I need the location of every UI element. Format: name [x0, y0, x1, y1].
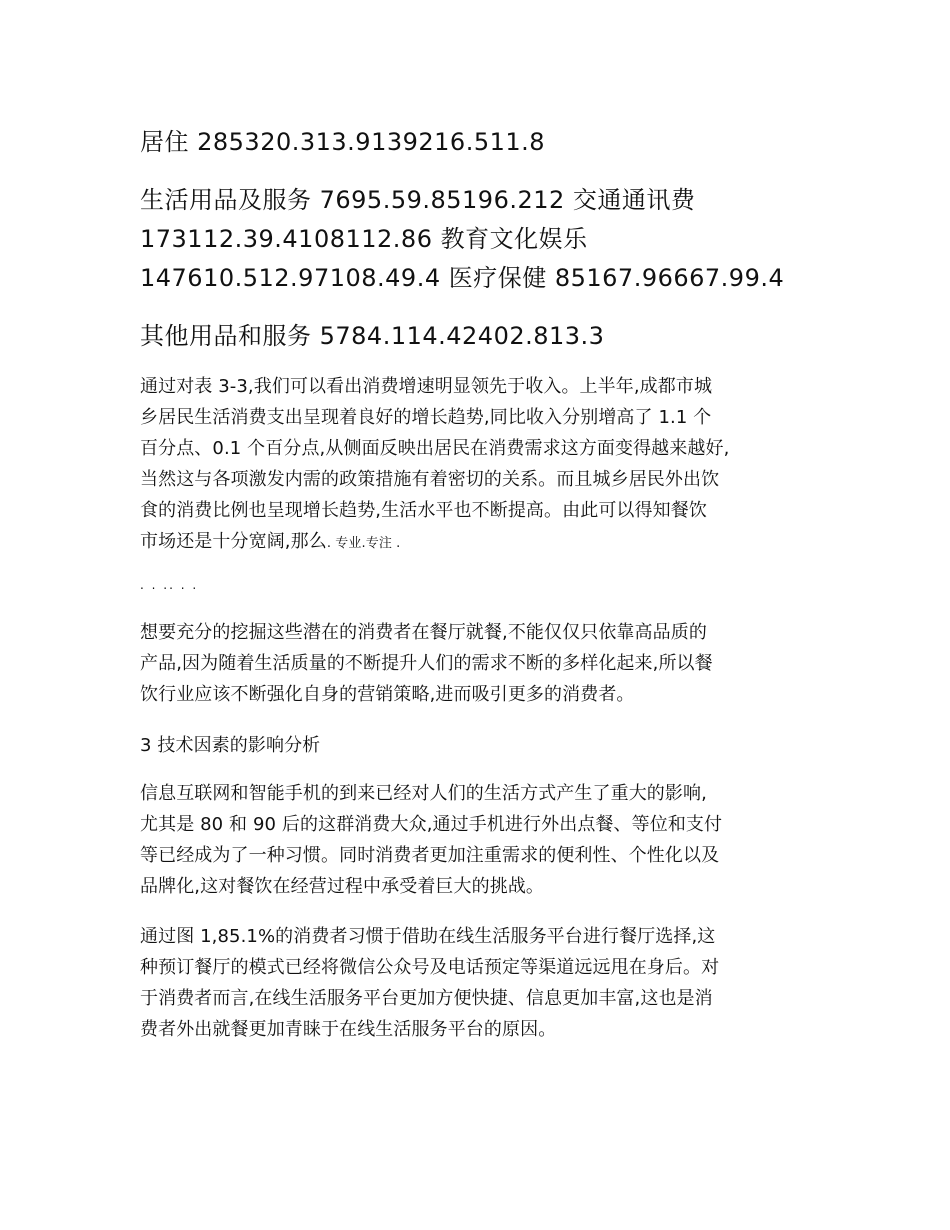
paragraph-line: 信息互联网和智能手机的到来已经对人们的生活方式产生了重大的影响,: [140, 783, 707, 804]
paragraph-line: 尤其是 80 和 90 后的这群消费大众,通过手机进行外出点餐、等位和支付: [140, 814, 723, 835]
paragraph-line-last: [140, 527, 400, 553]
paragraph-line: 品牌化,这对餐饮在经营过程中承受着巨大的挑战。: [140, 876, 545, 897]
paragraph-line: 食的消费比例也呈现增长趋势,生活水平也不断提高。由此可以得知餐饮: [140, 500, 707, 521]
paragraph-line: 等已经成为了一种习惯。同时消费者更加注重需求的便利性、个性化以及: [140, 845, 720, 866]
dots-separator: . . .. . .: [140, 578, 199, 592]
paragraph-line: 费者外出就餐更加青睐于在线生活服务平台的原因。: [140, 1019, 557, 1040]
table-line-other: 其他用品和服务 5784.114.42402.813.3: [140, 322, 605, 350]
watermark-suffix: . 专业.专注 .: [326, 536, 401, 551]
paragraph-line: 产品,因为随着生活质量的不断提升人们的需求不断的多样化起来,所以餐: [140, 653, 713, 674]
paragraph-line: 饮行业应该不断强化自身的营销策略,进而吸引更多的消费者。: [140, 684, 635, 705]
paragraph-line: 当然这与各项激发内需的政策措施有着密切的关系。而且城乡居民外出饮: [140, 469, 720, 490]
paragraph-line: 想要充分的挖掘这些潜在的消费者在餐厅就餐,不能仅仅只依靠高品质的: [140, 622, 707, 643]
paragraph-line: 种预订餐厅的模式已经将微信公众号及电话预定等渠道远远甩在身后。对: [140, 957, 720, 978]
paragraph-line-text: 市场还是十分宽阔,那么: [140, 531, 327, 552]
paragraph-line: 乡居民生活消费支出呈现着良好的增长趋势,同比收入分别增高了 1.1 个: [140, 407, 712, 428]
paragraph-line: 通过图 1,85.1%的消费者习惯于借助在线生活服务平台进行餐厅选择,这: [140, 926, 716, 947]
paragraph-line: 百分点、0.1 个百分点,从侧面反映出居民在消费需求这方面变得越来越好,: [140, 438, 730, 459]
paragraph-line: 通过对表 3-3,我们可以看出消费增速明显领先于收入。上半年,成都市城: [140, 376, 713, 397]
table-line-transport-education: 173112.39.4108112.86 教育文化娱乐: [140, 225, 588, 253]
table-line-goods-transport: 生活用品及服务 7695.59.85196.212 交通通讯费: [140, 186, 696, 214]
table-line-housing: 居住 285320.313.9139216.511.8: [140, 128, 546, 156]
table-line-education-health: 147610.512.97108.49.4 医疗保健 85167.96667.99.4: [140, 264, 785, 292]
section-heading: 3 技术因素的影响分析: [140, 735, 321, 756]
paragraph-line: 于消费者而言,在线生活服务平台更加方便快捷、信息更加丰富,这也是消: [140, 988, 713, 1009]
